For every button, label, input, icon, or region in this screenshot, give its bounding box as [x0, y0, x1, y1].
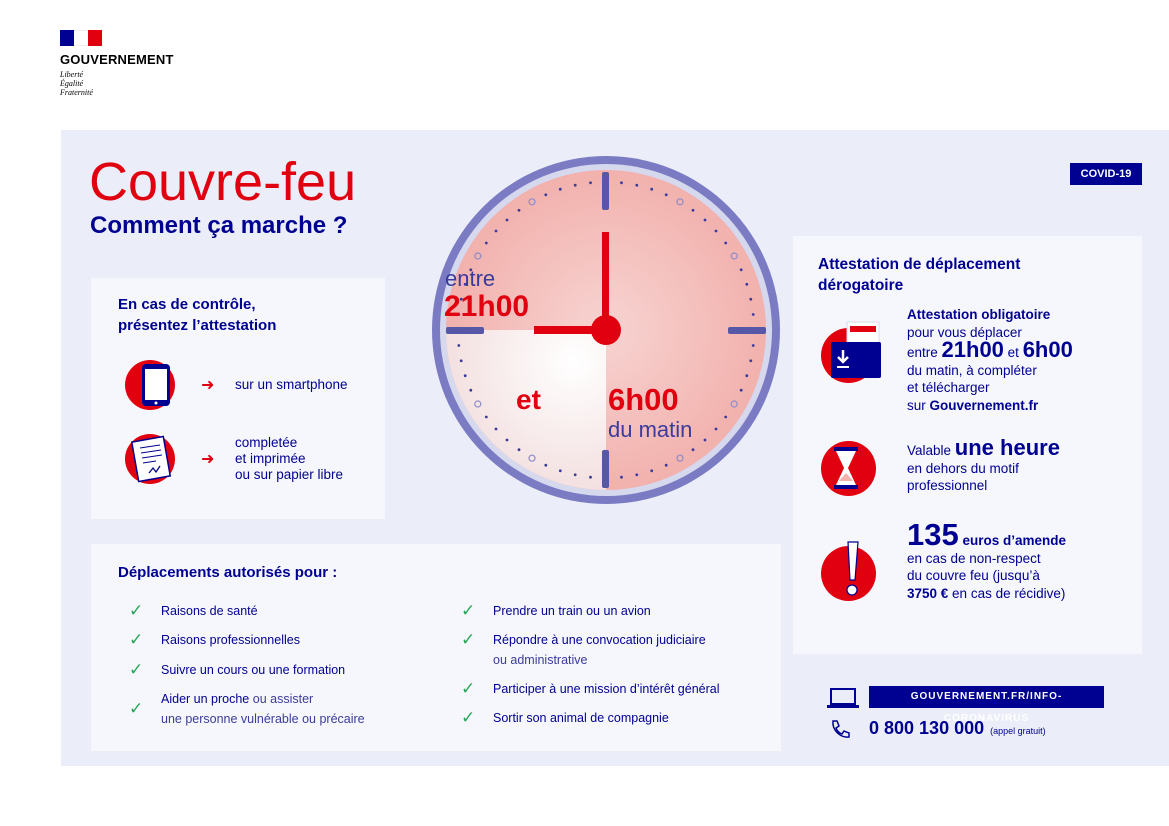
check-icon: ✓ — [461, 630, 476, 649]
government-name: GOUVERNEMENT — [60, 52, 174, 67]
deplacements-card — [91, 544, 781, 751]
list-item: ✓ Aider un proche ou assister une personne vulnérable ou précaire — [129, 689, 365, 729]
motto: Liberté Égalité Fraternité — [60, 70, 93, 97]
list-item: ✓ Suivre un cours ou une formation — [129, 660, 346, 679]
phone-icon — [829, 718, 853, 745]
paper-document-icon — [125, 434, 175, 484]
clock-connector: et — [516, 384, 541, 415]
clock-from-time: 21h00 — [444, 290, 530, 323]
check-icon: ✓ — [461, 679, 476, 698]
deplacements-heading: Déplacements autorisés pour : — [118, 564, 338, 581]
list-item: ✓ Sortir son animal de compagnie — [461, 708, 669, 727]
arrow-right-icon: ➜ — [201, 377, 215, 394]
arrow-right-icon: ➜ — [201, 451, 215, 468]
download-document-icon — [821, 328, 876, 383]
check-icon: ✓ — [129, 630, 144, 649]
list-item: ✓ Répondre à une convocation judiciaire ou administrative — [461, 630, 706, 670]
page-subtitle: Comment ça marche ? — [90, 212, 348, 239]
control-option-smartphone: ➜ sur un smartphone — [125, 360, 348, 410]
clock-to-suffix: du matin — [608, 417, 693, 442]
phone-number: 0 800 130 000 (appel gratuit) — [869, 718, 1046, 738]
control-option-paper — [125, 434, 343, 484]
validity-block: Valable une heure en dehors du motif professionnel — [907, 435, 1060, 493]
check-icon: ✓ — [461, 601, 476, 620]
attestation-card — [793, 236, 1142, 654]
attestation-heading: Attestation de déplacement dérogatoire — [818, 256, 1021, 294]
smartphone-icon — [125, 360, 175, 410]
clock-from-prefix: entre — [445, 266, 496, 291]
list-item: ✓ Prendre un train ou un avion — [461, 601, 651, 620]
control-heading: En cas de contrôle, présentez l’attestation — [118, 296, 277, 334]
curfew-clock — [428, 152, 784, 513]
clock-face-icon — [428, 152, 784, 508]
warning-exclamation-icon — [821, 546, 876, 601]
list-item: ✓ Participer à une mission d’intérêt général — [461, 679, 720, 698]
attestation-info-block: Attestation obligatoire pour vous déplacer entre 21h00 et 6h00 du matin, à compléter et télécharger sur Gouvernement.fr — [907, 307, 1073, 413]
list-item: ✓ Raisons de santé — [129, 601, 258, 620]
list-item: ✓ Raisons professionnelles — [129, 630, 300, 649]
hourglass-icon — [821, 441, 876, 496]
clock-to-time: 6h00 — [608, 382, 679, 417]
paper-option-text: completée et imprimée ou sur papier libre — [235, 435, 344, 482]
french-flag-icon — [60, 30, 102, 46]
laptop-icon — [826, 688, 860, 715]
check-icon: ✓ — [129, 601, 144, 620]
check-icon: ✓ — [461, 708, 476, 727]
fine-block: 135 euros d’amende en cas de non-respect du couvre feu (jusqu’à 3750 € en cas de récidive) — [907, 517, 1067, 601]
covid-badge: COVID-19 — [1070, 163, 1142, 185]
info-url-link[interactable]: GOUVERNEMENT.FR/INFO-CORONAVIRUS — [869, 686, 1104, 708]
check-icon: ✓ — [129, 699, 144, 718]
page-title: Couvre-feu — [89, 152, 357, 212]
check-icon: ✓ — [129, 660, 144, 679]
control-card — [91, 278, 385, 519]
government-logo — [60, 30, 174, 97]
